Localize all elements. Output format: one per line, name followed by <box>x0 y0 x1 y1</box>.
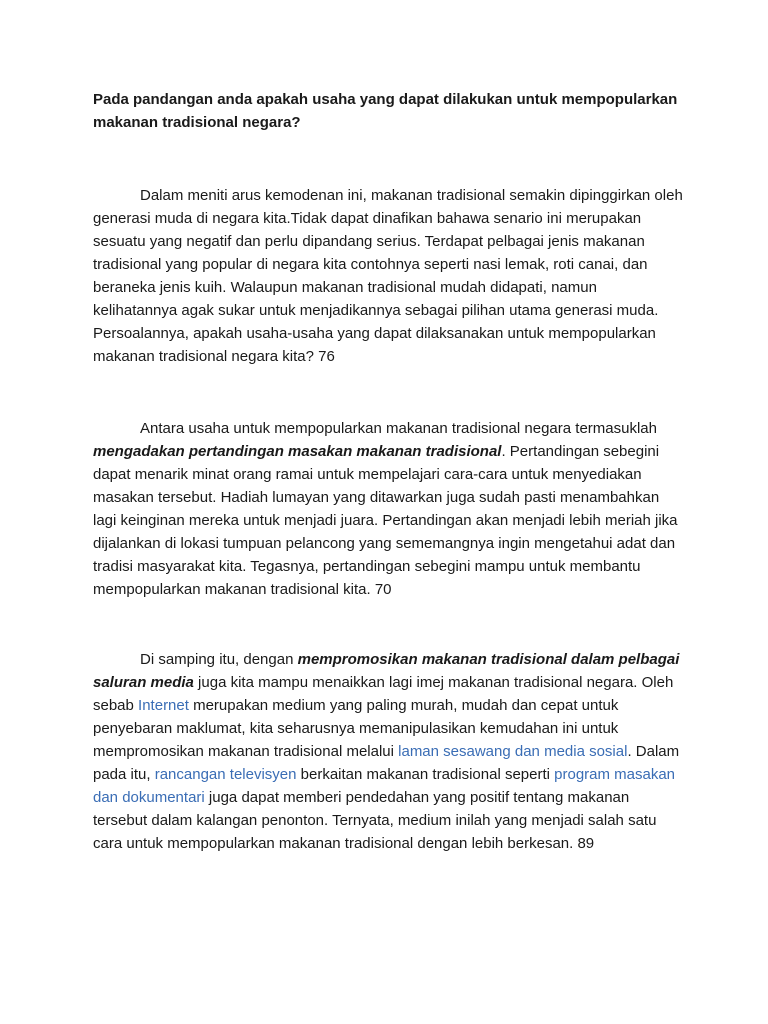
highlight-social-media: laman sesawang dan media sosial <box>398 743 628 760</box>
paragraph-point-two-part5: berkaitan makanan tradisional seperti <box>296 766 555 783</box>
highlight-internet: Internet <box>138 697 189 714</box>
paragraph-point-one-rest: . Pertandingan sebegini dapat menarik minat orang ramai untuk mempelajari cara-cara untuk menyediakan masakan tersebut. Hadiah lumayan yang ditawarkan juga sudah pasti menambahkan lagi keinginan mereka untuk menjadi juara. Pertandingan akan menjadi lebih meriah jika dijalankan di lokasi tumpuan pelancong yang sememangnya ingin mengetahui adat dan tradisi masyarakat kita. Tegasnya, pertandingan sebegini mampu untuk membantu mempopularkan makanan tradisional kita. 70 <box>93 443 678 598</box>
point-one-emphasis: mengadakan pertandingan masakan makanan tradisional <box>93 443 502 460</box>
paragraph-introduction-text: Dalam meniti arus kemodenan ini, makanan tradisional semakin dipinggirkan oleh generasi muda di negara kita.Tidak dapat dinafikan bahawa senario ini merupakan sesuatu yang negatif dan perlu dipandang serius. Terdapat pelbagai jenis makanan tradisional yang popular di negara kita contohnya seperti nasi lemak, roti canai, dan beraneka jenis kuih. Walaupun makanan tradisional mudah didapati, namun kelihatannya agak sukar untuk menjadikannya sebagai pilihan utama generasi muda. Persoalannya, apakah usaha-usaha yang dapat dilaksanakan untuk mempopularkan makanan tradisional negara kita? 76 <box>93 187 683 365</box>
paragraph-point-two-part3: merupakan medium yang paling murah, mudah dan cepat untuk penyebaran maklumat, kita seharusnya memanipulasikan kemudahan ini untuk mempromosikan makanan tradisional melalui <box>93 697 619 760</box>
highlight-television: rancangan televisyen <box>154 766 297 783</box>
paragraph-point-two-intro: Di samping itu, dengan <box>140 651 298 668</box>
paragraph-introduction <box>93 184 683 368</box>
paragraph-point-one <box>93 417 683 601</box>
paragraph-point-two <box>93 648 683 855</box>
paragraph-point-two-part2: juga kita mampu menaikkan lagi imej makanan tradisional negara. Oleh sebab <box>93 674 674 714</box>
point-two-emphasis: mempromosikan makanan tradisional dalam pelbagai saluran media <box>93 651 680 691</box>
paragraph-point-one-intro: Antara usaha untuk mempopularkan makanan tradisional negara termasuklah <box>140 420 657 437</box>
document-title: Pada pandangan anda apakah usaha yang dapat dilakukan untuk mempopularkan makanan tradisional negara? <box>93 91 678 131</box>
highlight-cooking-programs: program masakan dan dokumentari <box>93 766 676 806</box>
paragraph-point-two-part4: . Dalam pada itu, <box>93 743 680 783</box>
paragraph-point-two-part6: juga dapat memberi pendedahan yang positif tentang makanan tersebut dalam kalangan penonton. Ternyata, medium inilah yang menjadi salah satu cara untuk mempopularkan makanan tradisional dengan lebih berkesan. 89 <box>93 789 657 852</box>
document-page <box>93 88 683 855</box>
